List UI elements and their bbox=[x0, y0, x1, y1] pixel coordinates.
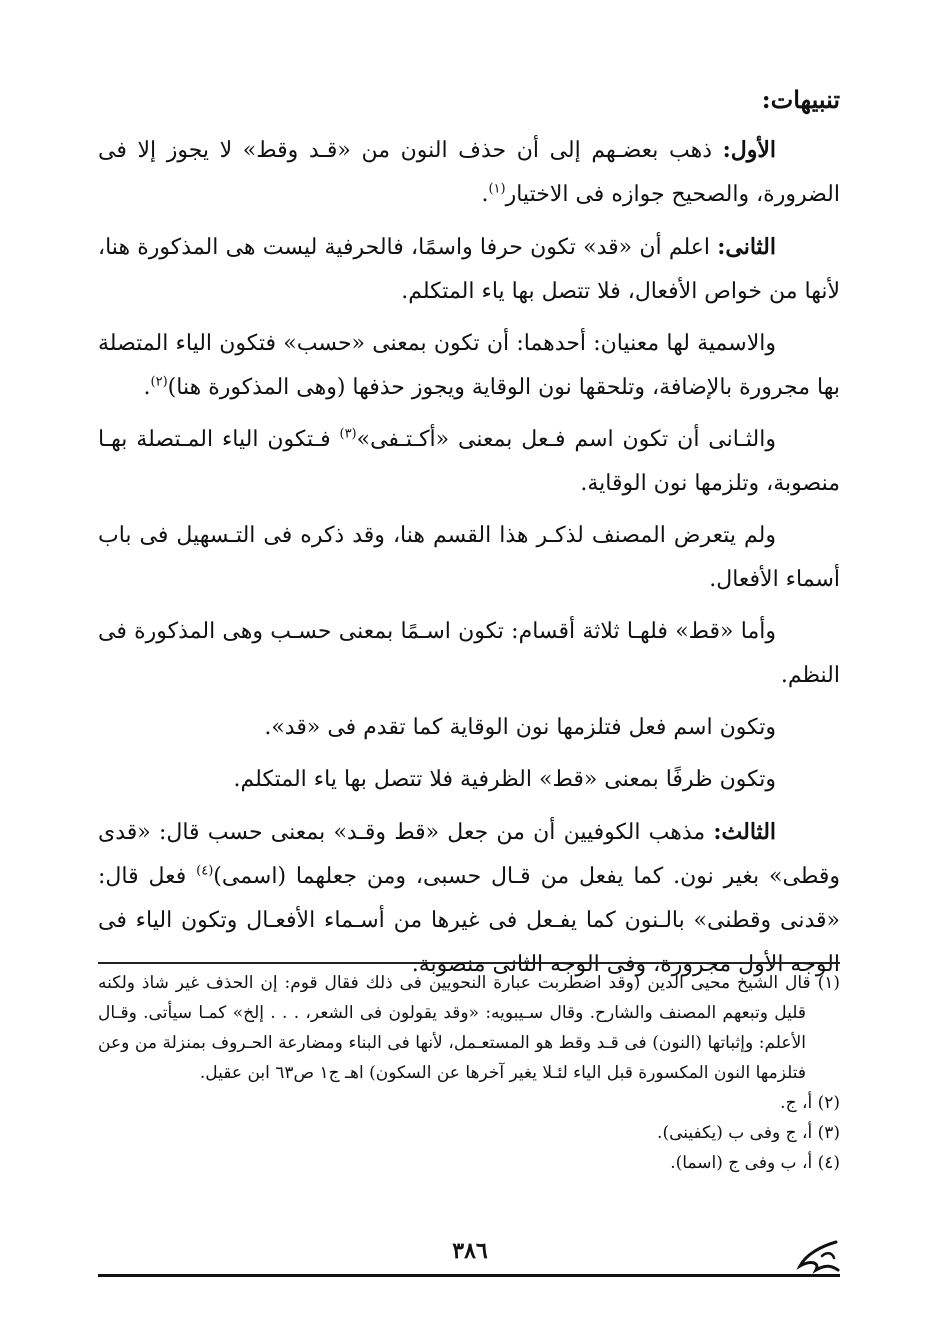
footnote-2 bbox=[98, 1088, 840, 1118]
paragraph-tail: فعل قال: «قدنى وقطنى» بالـنون كما يفـعل فى غيرها من أسـماء الأفعـال وتكون الياء فى الوجه الأول مجرورة، وفى الوجه الثانى منصوبة. bbox=[98, 864, 840, 977]
section-heading: تنبيهات: bbox=[761, 85, 840, 114]
paragraph-text: وتكون اسم فعل فتلزمها نون الوقاية كما تقدم فى «قد». bbox=[264, 715, 776, 740]
paragraph-tail: . bbox=[143, 375, 151, 400]
paragraph-text: وأما «قط» فلهـا ثلاثة أقسام: تكون اسـمًا بمعنى حسـب وهى المذكورة فى النظم. bbox=[98, 619, 840, 688]
footnote-ref: (٣) bbox=[339, 426, 357, 442]
footnote-4 bbox=[98, 1148, 840, 1178]
footnote-number: (٤) bbox=[817, 1153, 840, 1173]
paragraph-2 bbox=[98, 225, 840, 314]
paragraph-text: مذهب الكوفيين أن من جعل «قط وقـد» بمعنى حسب قال: «قدى وقطى» بغير نون. كما يفعل من قـال حسبى، ومن جعلهما (اسمى) bbox=[98, 820, 840, 889]
footnote-number: (١) bbox=[817, 973, 840, 993]
paragraph-text: ذهب بعضـهم إلى أن حذف النون من «قـد وقط» لا يجوز إلا فى الضرورة، والصحيح جوازه فى الاختيار bbox=[98, 138, 840, 207]
paragraph-4 bbox=[98, 418, 840, 506]
footnote-1 bbox=[98, 968, 840, 1088]
footnote-number: (٣) bbox=[817, 1123, 840, 1143]
paragraph-8 bbox=[98, 758, 840, 802]
main-text bbox=[98, 78, 840, 995]
paragraph-5 bbox=[98, 514, 840, 602]
footnote-text: أ، ج. bbox=[780, 1093, 813, 1113]
footnote-3 bbox=[98, 1118, 840, 1148]
paragraph-lead: الثانى: bbox=[717, 234, 776, 260]
paragraph-tail: . bbox=[481, 182, 489, 207]
paragraph-1 bbox=[98, 128, 840, 217]
paragraph-text: ولم يتعرض المصنف لذكـر هذا القسم هنا، وقد ذكره فى التـسهيل فى باب أسماء الأفعال. bbox=[98, 523, 840, 592]
footnotes bbox=[98, 968, 840, 1178]
footnote-text: أ، ب وفى ج (اسما). bbox=[670, 1153, 813, 1173]
paragraph-text: اعلم أن «قد» تكون حرفا واسمًا، فالحرفية ليست هى المذكورة هنا، لأنها من خواص الأفعال، فلا تتصل بها ياء المتكلم. bbox=[98, 235, 840, 304]
paragraph-3 bbox=[98, 322, 840, 410]
footnote-divider bbox=[98, 962, 840, 964]
paragraph-tail: فـتكون الياء المـتصلة بهـا منصوبة، وتلزمها نون الوقاية. bbox=[98, 427, 840, 496]
page-bottom-rule bbox=[98, 1274, 840, 1277]
paragraph-text: والثـانى أن تكون اسم فـعل بمعنى «أكـتـفى» bbox=[356, 427, 776, 452]
footnote-ref: (١) bbox=[488, 181, 506, 197]
paragraph-9 bbox=[98, 810, 840, 987]
paragraph-lead: الثالث: bbox=[713, 819, 777, 845]
footnote-ref: (٢) bbox=[150, 374, 168, 390]
paragraph-6 bbox=[98, 610, 840, 698]
footnote-number: (٢) bbox=[817, 1093, 840, 1113]
paragraph-lead: الأول: bbox=[722, 137, 776, 163]
page-number: ٣٨٦ bbox=[452, 1238, 488, 1264]
paragraph-7 bbox=[98, 706, 840, 750]
footnote-text: أ، ج وفى ب (يكفينى). bbox=[657, 1123, 813, 1143]
paragraph-text: وتكون ظرفًا بمعنى «قط» الظرفية فلا تتصل بها ياء المتكلم. bbox=[233, 767, 776, 792]
footnote-ref: (٤) bbox=[196, 863, 214, 879]
paragraph-text: والاسمية لها معنيان: أحدهما: أن تكون بمعنى «حسب» فتكون الياء المتصلة بها مجرورة بالإضافة، وتلحقها نون الوقاية ويجوز حذفها (وهى المذكورة هنا) bbox=[98, 331, 840, 400]
footnote-text: قال الشيخ محيى الدين (وقد اضطربت عبارة النحويين فى ذلك فقال قوم: إن الحذف غير شاذ ولكنه قليل وتبعهم المصنف والشارح. وقال سـيبويه: «وقد يقولون فى الشعر، . . . إلخ» كمـا سيأتى. وقـال الأعلم: وإثباتها (النون) فى قـد وقط هو المستعـمل، لأنها فى البناء ومضارعة الحـروف بمنزلة من وعن فتلزمها النون المكسورة قبل الياء لئـلا يغير آخرها عن السكون) اهـ ج١ ص٦٣ ابن عقيل. bbox=[98, 973, 811, 1083]
signature-mark-icon bbox=[792, 1236, 842, 1276]
